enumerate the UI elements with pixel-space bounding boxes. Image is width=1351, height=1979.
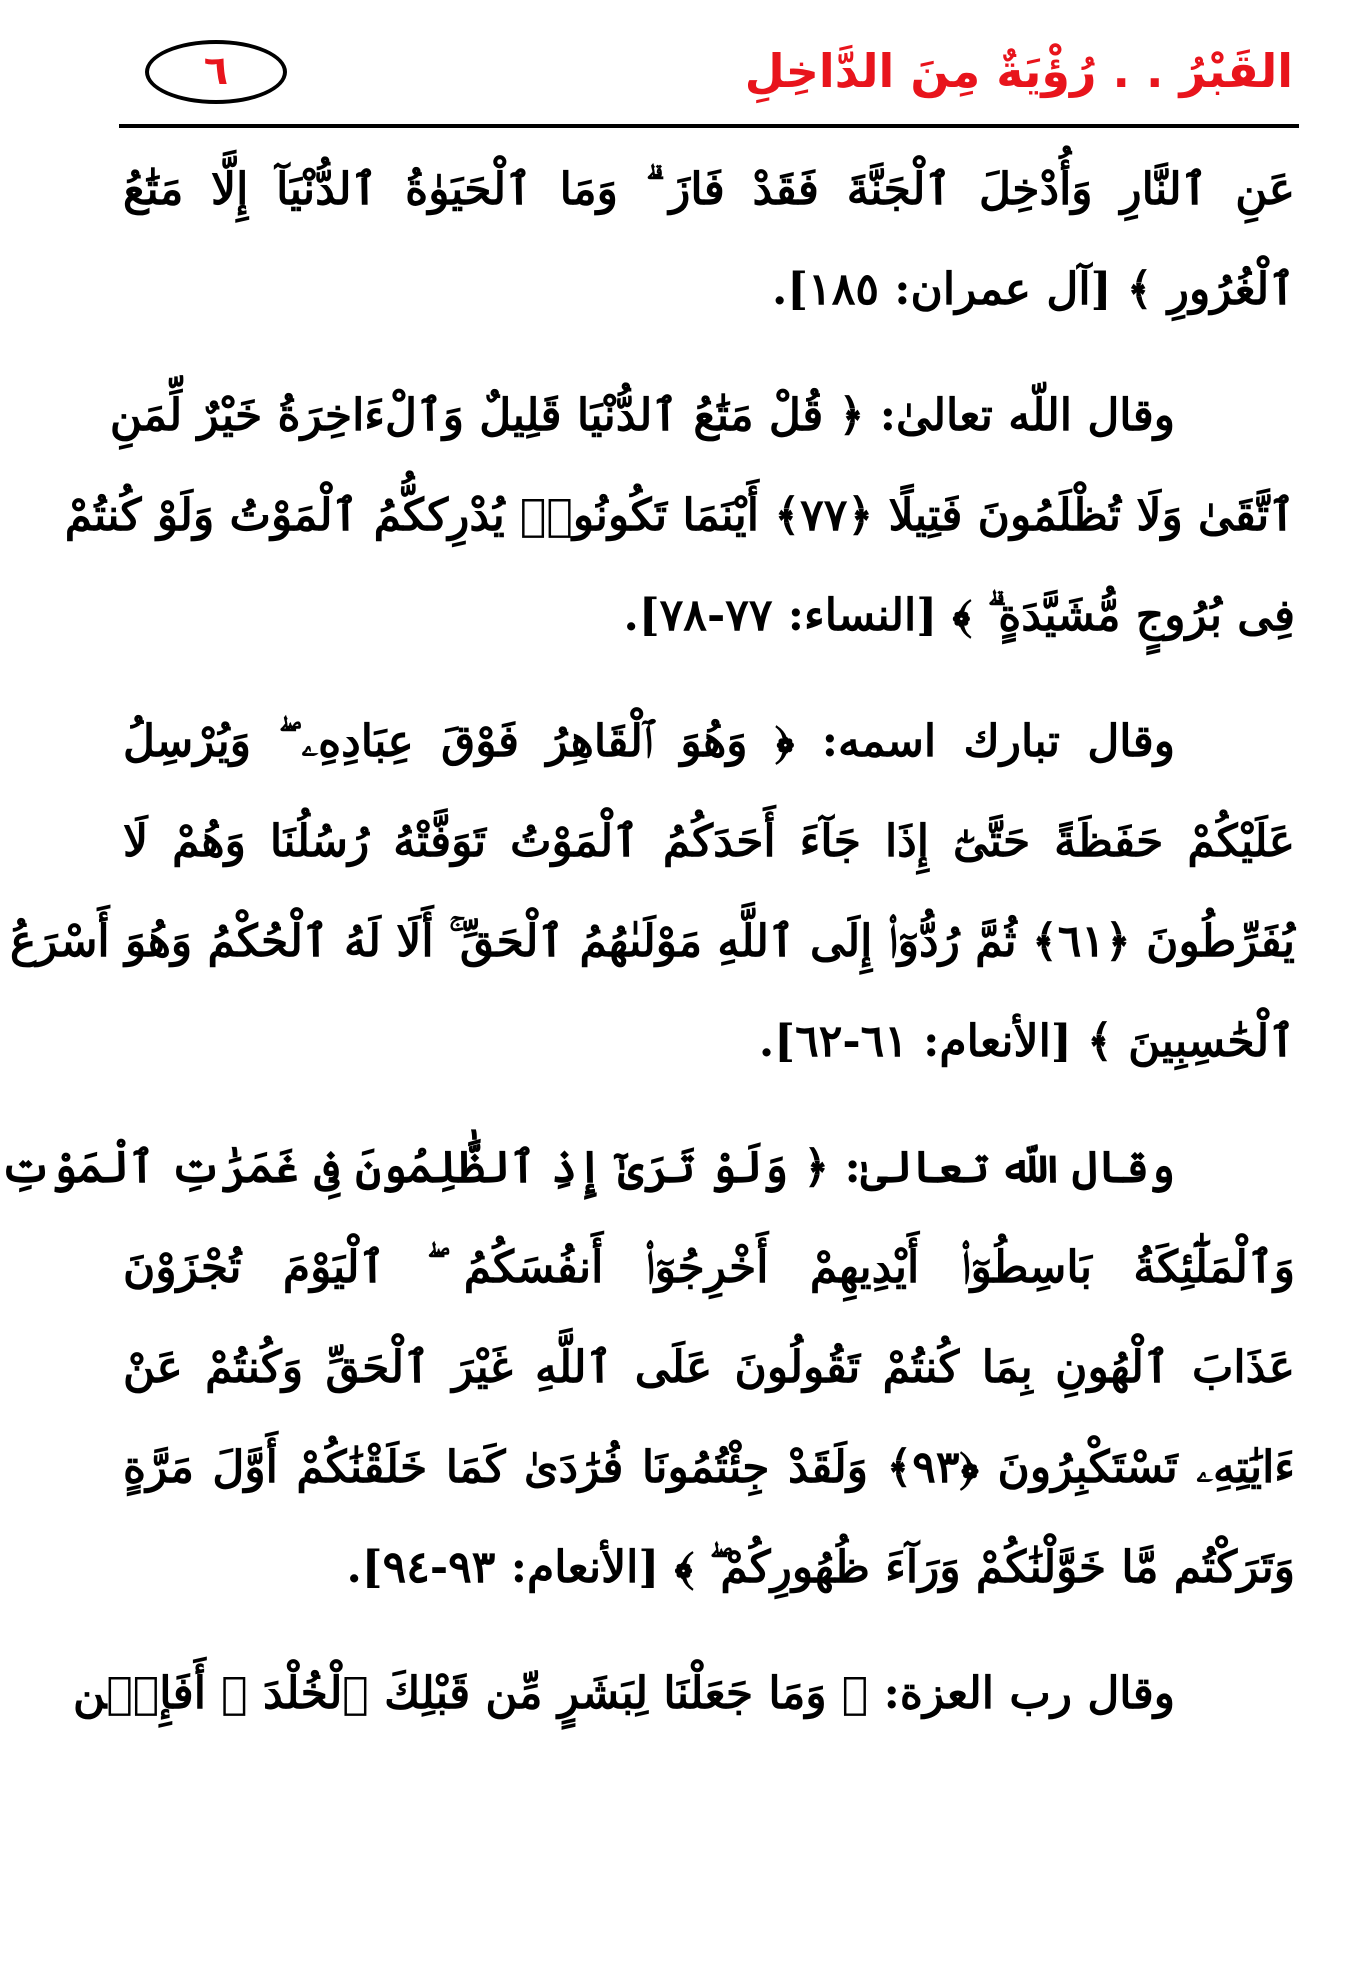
text-line: فِى بُرُوجٍ مُّشَيَّدَةٍ ۗ ﴾ [النساء: ٧٧-٧٨]. <box>623 590 1295 641</box>
text-line: ٱتَّقَىٰ وَلَا تُظْلَمُونَ فَتِيلًا ﴿٧٧﴾ أَيْنَمَا تَكُونُوا۟ يُدْرِككُّمُ ٱلْمَوْتُ وَلَوْ كُنتُمْ <box>64 490 1295 541</box>
paragraph <box>64 366 1295 666</box>
text-line: وقال اللّه تعالىٰ: ﴿ وَلَوْ تَرَىٰٓ إِذِ ٱلظَّٰلِمُونَ فِى غَمَرَٰتِ ٱلْمَوْتِ <box>0 1142 1175 1193</box>
text-line: ٱلْغُرُورِ ﴾ [آل عمران: ١٨٥]. <box>771 264 1295 315</box>
text-line: وقال رب العزة: ﴿ وَمَا جَعَلْنَا لِبَشَرٍ مِّن قَبْلِكَ ٱلْخُلْدَ ۖ أَفَإِي۟ن <box>72 1668 1175 1719</box>
text-line: ٱلْحَٰسِبِينَ ﴾ [الأنعام: ٦١-٦٢]. <box>758 1016 1295 1067</box>
text-line: وقال اللّه تعالىٰ: ﴿ قُلْ مَتَٰعُ ٱلدُّنْيَا قَلِيلٌ وَٱلْءَاخِرَةُ خَيْرٌ لِّمَنِ <box>109 390 1175 441</box>
page-body <box>0 140 1296 1770</box>
paragraph <box>123 140 1295 340</box>
page-header <box>119 32 1299 128</box>
text-line: عَنِ ٱلنَّارِ وَأُدْخِلَ ٱلْجَنَّةَ فَقَدْ فَازَ ۗ وَمَا ٱلْحَيَوٰةُ ٱلدُّنْيَآ إِلَّا مَتَٰعُ <box>123 164 1295 215</box>
text-line: عَلَيْكُمْ حَفَظَةً حَتَّىٰٓ إِذَا جَآءَ أَحَدَكُمُ ٱلْمَوْتُ تَوَفَّتْهُ رُسُلُنَا وَهُمْ لَا <box>123 816 1295 867</box>
text-line: عَذَابَ ٱلْهُونِ بِمَا كُنتُمْ تَقُولُونَ عَلَى ٱللَّهِ غَيْرَ ٱلْحَقِّ وَكُنتُمْ عَنْ <box>123 1342 1296 1393</box>
running-title: القَبْرُ . . رُؤْيَةٌ مِنَ الدَّاخِلِ <box>744 44 1293 98</box>
text-line: وَتَرَكْتُم مَّا خَوَّلْنَٰكُمْ وَرَآءَ ظُهُورِكُمْ ۖ ﴾ [الأنعام: ٩٣-٩٤]. <box>346 1542 1295 1593</box>
paragraph <box>10 692 1295 1092</box>
text-line: وقال تبارك اسمه: ﴿ وَهُوَ ٱلْقَاهِرُ فَوْقَ عِبَادِهِۦ ۖ وَيُرْسِلُ <box>123 716 1175 767</box>
text-line: يُفَرِّطُونَ ﴿٦١﴾ ثُمَّ رُدُّوٓا۟ إِلَى ٱللَّهِ مَوْلَىٰهُمُ ٱلْحَقِّ ۚ أَلَا لَهُ ٱلْحُكْمُ وَهُوَ أَسْرَعُ <box>10 916 1295 967</box>
paragraph <box>0 1118 1296 1618</box>
text-line: وَٱلْمَلَٰٓئِكَةُ بَاسِطُوٓا۟ أَيْدِيهِمْ أَخْرِجُوٓا۟ أَنفُسَكُمُ ۖ ٱلْيَوْمَ تُجْزَوْنَ <box>123 1242 1295 1293</box>
text-line: ءَايَٰتِهِۦ تَسْتَكْبِرُونَ ﴿٩٣﴾ وَلَقَدْ جِئْتُمُونَا فُرَٰدَىٰ كَمَا خَلَقْنَٰكُمْ أَوَّلَ مَرَّةٍ <box>123 1442 1295 1493</box>
paragraph <box>72 1644 1295 1744</box>
page-number: ٦ <box>145 40 287 104</box>
header-rule <box>119 124 1299 128</box>
